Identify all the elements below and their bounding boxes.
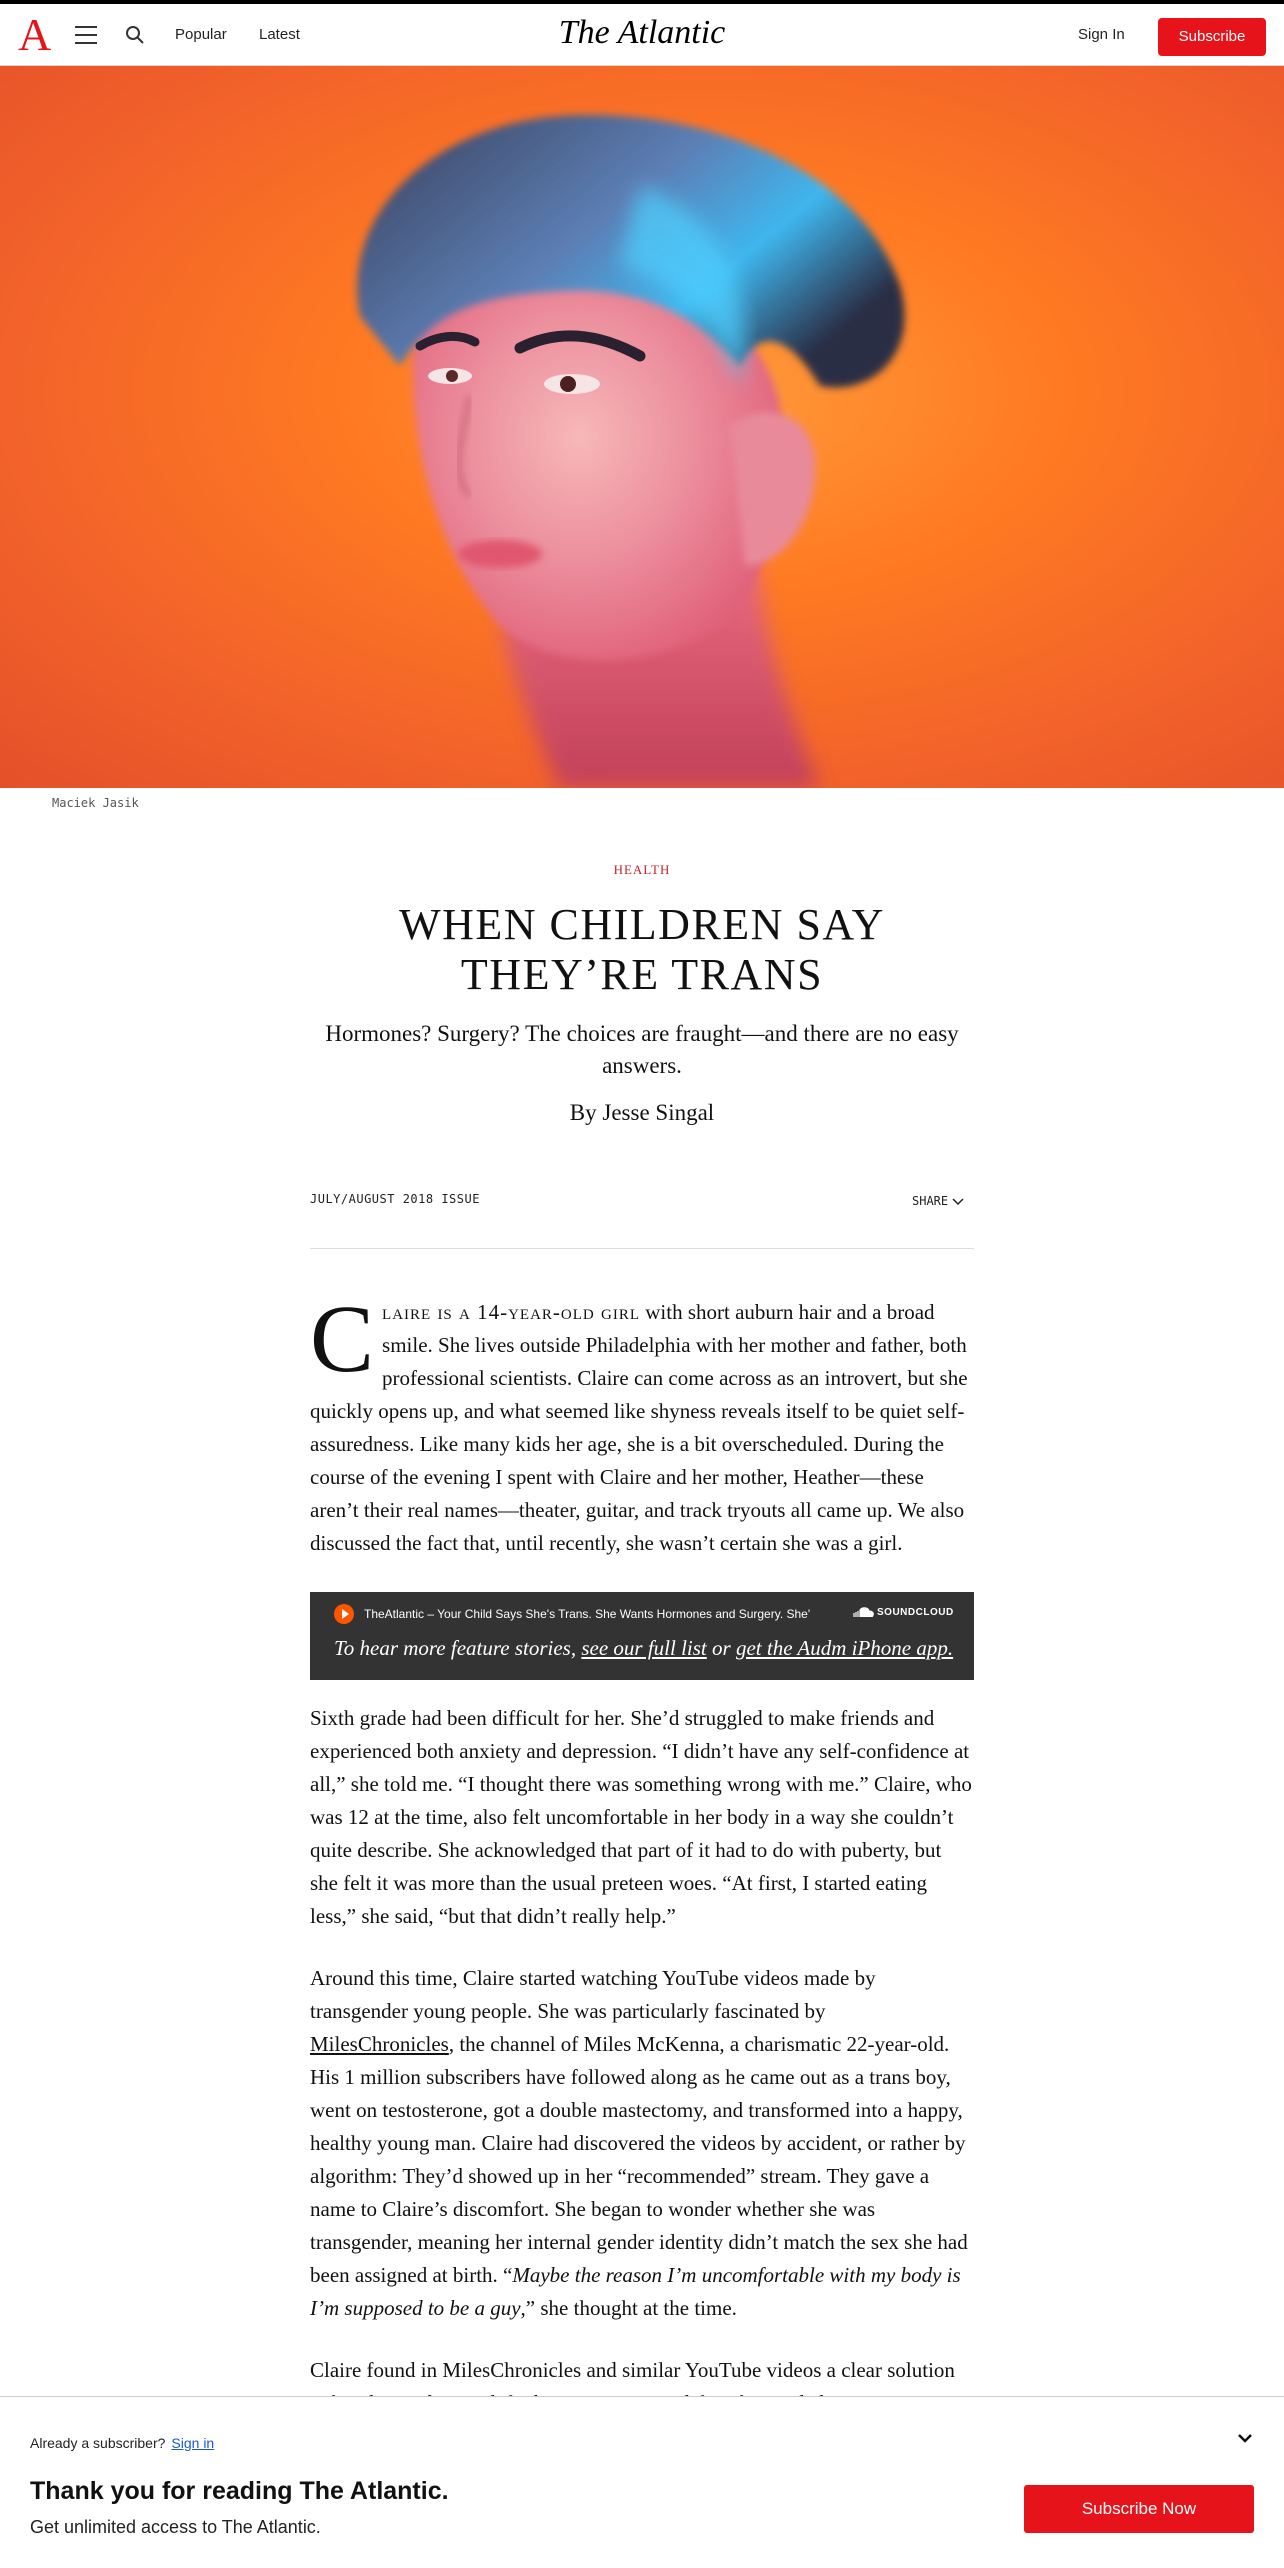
- brand-wordmark: The Atlantic: [558, 14, 726, 51]
- share-label: SHARE: [912, 1194, 949, 1208]
- share-button[interactable]: [912, 1194, 964, 1208]
- audio-track-title[interactable]: TheAtlantic – Your Child Says She's Trans. She Wants Hormones and Surgery. She': [364, 1607, 811, 1621]
- play-icon[interactable]: [334, 1604, 354, 1624]
- paragraph-3-text-a: Around this time, Claire started watching YouTube videos made by transgender young people. She was particularly fascinated by: [310, 1966, 876, 2023]
- chevron-down-icon: [952, 1198, 964, 1206]
- chevron-down-icon[interactable]: [1234, 2427, 1258, 2451]
- drop-cap: C: [310, 1285, 375, 1392]
- author-link[interactable]: Jesse Singal: [602, 1100, 715, 1125]
- audio-promo: [334, 1636, 953, 1661]
- lead-in-smallcaps: laire is a 14-year-old girl: [382, 1300, 641, 1324]
- soundcloud-label: SOUNDCLOUD: [877, 1607, 954, 1618]
- sign-in-link[interactable]: Sign In: [1078, 26, 1125, 43]
- byline-prefix: By: [569, 1100, 603, 1125]
- article-dek: Hormones? Surgery? The choices are fraught—and there are no easy answers.: [325, 1021, 959, 1078]
- banner-sign-in-link[interactable]: Sign in: [171, 2435, 215, 2451]
- nav-popular-link[interactable]: Popular: [175, 26, 227, 43]
- promo-mid: or: [706, 1636, 736, 1660]
- paragraph-3-text-c: ,” she thought at the time.: [520, 2296, 737, 2320]
- paragraph-3-italic: Maybe the reason I’m uncomfortable with my body is I’m supposed to be a guy: [310, 2263, 961, 2320]
- full-list-link[interactable]: see our full list: [581, 1636, 707, 1660]
- paragraph-1: [310, 1285, 974, 1560]
- promo-prefix: To hear more feature stories,: [334, 1636, 582, 1660]
- cloud-icon: [852, 1607, 874, 1617]
- photo-credit: Maciek Jasik: [52, 796, 139, 810]
- byline: [292, 1100, 992, 1126]
- paragraph-2: Sixth grade had been difficult for her. She’d struggled to make friends and experienced both anxiety and depression. “I didn’t have any self-confidence at all,” she told me. “I thought there was something wrong with me.” Claire, who was 12 at the time, also felt uncomfortable in her body in a way she couldn’t quite describe. She acknowledged that part of it had to do with puberty, but she felt it was more than the usual preteen woes. “At first, I started eating less,” she said, “but that didn’t really help.”: [310, 1706, 972, 1928]
- nav-latest-link[interactable]: Latest: [259, 26, 300, 43]
- menu-icon[interactable]: [75, 26, 97, 44]
- atlantic-logo[interactable]: A: [18, 9, 52, 60]
- top-nav: [0, 0, 1284, 66]
- already-subscriber-text: Already a subscriber?: [30, 2435, 166, 2451]
- banner-title: Thank you for reading The Atlantic.: [30, 2477, 449, 2505]
- issue-label[interactable]: JULY/AUGUST 2018 ISSUE: [310, 1192, 480, 1206]
- paragraph-3: [310, 1962, 974, 2325]
- portrait-illustration: [0, 66, 1284, 788]
- mileschronicles-link[interactable]: MilesChronicles: [310, 2032, 449, 2056]
- subscribe-button[interactable]: Subscribe: [1158, 18, 1266, 56]
- subscribe-banner: [0, 2396, 1284, 2568]
- already-subscriber: [30, 2435, 214, 2451]
- hero-image: [0, 66, 1284, 788]
- subscribe-now-button[interactable]: Subscribe Now: [1024, 2485, 1254, 2533]
- audm-app-link[interactable]: get the Audm iPhone app.: [735, 1636, 954, 1660]
- banner-subtitle: Get unlimited access to The Atlantic.: [30, 2517, 321, 2537]
- paragraph-4: Claire found in MilesChronicles and similar YouTube videos a clear solution: [310, 2358, 955, 2382]
- headline-line-1: WHEN CHILDREN SAY: [399, 900, 885, 949]
- section-label[interactable]: HEALTH: [613, 862, 671, 877]
- header-divider: [310, 1248, 974, 1249]
- soundcloud-logo[interactable]: [852, 1607, 954, 1618]
- audio-player: [310, 1592, 974, 1680]
- article-headline: [292, 900, 992, 1000]
- headline-line-2: THEY’RE TRANS: [460, 950, 824, 999]
- paragraph-1-text: with short auburn hair and a broad smile. She lives outside Philadelphia with her mother and father, both professional scientists. Claire can come across as an introvert, but she quickly opens up, and what seemed like shyness reveals itself to be quiet self-assuredness. Like many kids her age, she is a bit overscheduled. During the course of the evening I spent with Claire and her mother, Heather—these aren’t their real names—theater, guitar, and track tryouts all came up. We also discussed the fact that, until recently, she wasn’t certain she was a girl.: [310, 1300, 968, 1555]
- search-icon[interactable]: [125, 25, 147, 47]
- paragraph-3-text-b: , the channel of Miles McKenna, a charismatic 22-year-old. His 1 million subscribers have followed along as he came out as a trans boy, went on testosterone, got a double mastectomy, and transformed into a happy, healthy young man. Claire had discovered the videos by accident, or rather by algorithm: They’d showed up in her “recommended” stream. They gave a name to Claire’s discomfort. She began to wonder whether she was transgender, meaning her internal gender identity didn’t match the sex she had been assigned at birth. “: [310, 2032, 968, 2287]
